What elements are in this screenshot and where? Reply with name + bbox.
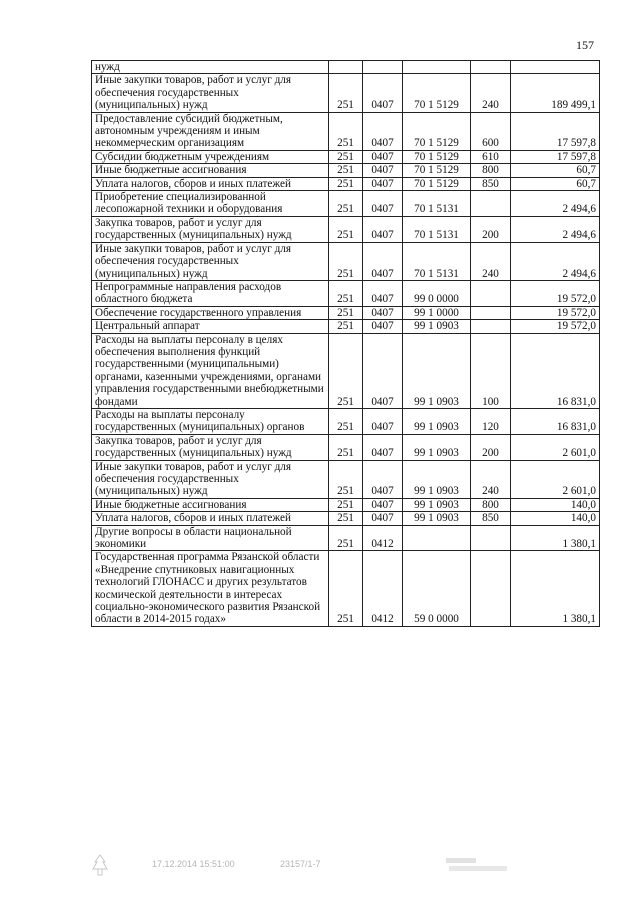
cell-admin-code — [329, 61, 363, 74]
cell-section-code: 0407 — [363, 320, 403, 333]
budget-table-body — [92, 61, 600, 627]
cell-target-code: 70 1 5129 — [403, 150, 471, 163]
cell-name: Уплата налогов, сборов и иных платежей — [92, 177, 329, 190]
cell-expense-type: 100 — [471, 333, 511, 408]
cell-expense-type: 200 — [471, 216, 511, 242]
cell-amount: 2 494,6 — [511, 216, 600, 242]
cell-amount: 17 597,8 — [511, 112, 600, 150]
cell-expense-type: 850 — [471, 512, 511, 525]
cell-admin-code: 251 — [329, 333, 363, 408]
table-row — [92, 333, 600, 408]
cell-admin-code: 251 — [329, 280, 363, 306]
cell-admin-code: 251 — [329, 460, 363, 498]
cell-amount: 19 572,0 — [511, 320, 600, 333]
cell-target-code: 99 1 0903 — [403, 512, 471, 525]
table-row — [92, 177, 600, 190]
cell-expense-type — [471, 525, 511, 551]
table-row — [92, 242, 600, 280]
table-row — [92, 512, 600, 525]
cell-target-code: 99 0 0000 — [403, 280, 471, 306]
cell-admin-code: 251 — [329, 74, 363, 112]
cell-target-code — [403, 61, 471, 74]
cell-expense-type — [471, 551, 511, 626]
cell-amount: 2 494,6 — [511, 242, 600, 280]
table-row — [92, 61, 600, 74]
cell-target-code: 99 1 0903 — [403, 498, 471, 511]
cell-section-code: 0407 — [363, 216, 403, 242]
cell-target-code: 70 1 5131 — [403, 191, 471, 217]
cell-target-code: 70 1 5129 — [403, 164, 471, 177]
cell-admin-code: 251 — [329, 551, 363, 626]
cell-section-code: 0407 — [363, 498, 403, 511]
cell-target-code: 70 1 5131 — [403, 242, 471, 280]
cell-name: Государственная программа Рязанской области «Внедрение спутниковых навигационных технологий ГЛОНАСС и других результатов космической деятельности в интересах социально-экономического развития Рязанской области в 2014-2015 годах» — [92, 551, 329, 626]
footer — [90, 853, 610, 883]
cell-amount: 189 499,1 — [511, 74, 600, 112]
cell-section-code: 0407 — [363, 164, 403, 177]
cell-target-code: 99 1 0903 — [403, 408, 471, 434]
cell-amount: 19 572,0 — [511, 280, 600, 306]
table-row — [92, 551, 600, 626]
cell-amount: 140,0 — [511, 512, 600, 525]
cell-section-code: 0407 — [363, 408, 403, 434]
cell-name: Иные закупки товаров, работ и услуг для обеспечения государственных (муниципальных) нужд — [92, 74, 329, 112]
cell-name: Иные закупки товаров, работ и услуг для обеспечения государственных (муниципальных) нужд — [92, 242, 329, 280]
cell-name: Другие вопросы в области национальной экономики — [92, 525, 329, 551]
table-row — [92, 150, 600, 163]
cell-expense-type: 120 — [471, 408, 511, 434]
cell-section-code: 0407 — [363, 177, 403, 190]
cell-name: Иные бюджетные ассигнования — [92, 498, 329, 511]
table-row — [92, 408, 600, 434]
cell-target-code: 70 1 5131 — [403, 216, 471, 242]
cell-name: Закупка товаров, работ и услуг для государственных (муниципальных) нужд — [92, 434, 329, 460]
cell-target-code: 70 1 5129 — [403, 112, 471, 150]
cell-section-code: 0407 — [363, 434, 403, 460]
cell-admin-code: 251 — [329, 512, 363, 525]
cell-admin-code: 251 — [329, 498, 363, 511]
stamp-icon — [90, 853, 110, 879]
cell-expense-type — [471, 61, 511, 74]
cell-section-code: 0407 — [363, 191, 403, 217]
watermark-icon — [445, 855, 525, 875]
cell-name: Уплата налогов, сборов и иных платежей — [92, 512, 329, 525]
budget-table — [91, 60, 600, 627]
cell-admin-code: 251 — [329, 434, 363, 460]
cell-target-code: 99 1 0903 — [403, 320, 471, 333]
cell-admin-code: 251 — [329, 216, 363, 242]
cell-target-code: 99 1 0000 — [403, 306, 471, 319]
cell-admin-code: 251 — [329, 150, 363, 163]
cell-expense-type: 610 — [471, 150, 511, 163]
cell-expense-type: 240 — [471, 242, 511, 280]
table-row — [92, 280, 600, 306]
cell-name: Расходы на выплаты персоналу государственных (муниципальных) органов — [92, 408, 329, 434]
table-row — [92, 74, 600, 112]
cell-section-code: 0412 — [363, 551, 403, 626]
cell-section-code: 0407 — [363, 460, 403, 498]
cell-expense-type: 200 — [471, 434, 511, 460]
cell-expense-type: 240 — [471, 74, 511, 112]
document-number: 23157/1-7 — [280, 859, 321, 869]
document-date: 17.12.2014 15:51:00 — [152, 859, 235, 869]
table-row — [92, 191, 600, 217]
cell-amount: 1 380,1 — [511, 525, 600, 551]
cell-name: Иные бюджетные ассигнования — [92, 164, 329, 177]
cell-amount: 17 597,8 — [511, 150, 600, 163]
cell-target-code: 70 1 5129 — [403, 177, 471, 190]
cell-section-code: 0407 — [363, 112, 403, 150]
cell-expense-type: 600 — [471, 112, 511, 150]
cell-name: Закупка товаров, работ и услуг для государственных (муниципальных) нужд — [92, 216, 329, 242]
cell-section-code: 0407 — [363, 280, 403, 306]
cell-admin-code: 251 — [329, 242, 363, 280]
table-row — [92, 216, 600, 242]
cell-section-code: 0407 — [363, 150, 403, 163]
cell-name: Предоставление субсидий бюджетным, автономным учреждениям и иным некоммерческим организациям — [92, 112, 329, 150]
table-row — [92, 112, 600, 150]
cell-admin-code: 251 — [329, 164, 363, 177]
cell-admin-code: 251 — [329, 408, 363, 434]
table-row — [92, 164, 600, 177]
cell-target-code: 59 0 0000 — [403, 551, 471, 626]
table-row — [92, 306, 600, 319]
cell-amount: 2 601,0 — [511, 434, 600, 460]
cell-target-code: 99 1 0903 — [403, 333, 471, 408]
cell-name: Непрограммные направления расходов областного бюджета — [92, 280, 329, 306]
cell-section-code — [363, 61, 403, 74]
cell-expense-type: 800 — [471, 164, 511, 177]
cell-section-code: 0407 — [363, 242, 403, 280]
cell-expense-type — [471, 280, 511, 306]
cell-admin-code: 251 — [329, 320, 363, 333]
cell-name: Иные закупки товаров, работ и услуг для обеспечения государственных (муниципальных) нужд — [92, 460, 329, 498]
cell-section-code: 0407 — [363, 512, 403, 525]
cell-name: нужд — [92, 61, 329, 74]
cell-amount: 60,7 — [511, 177, 600, 190]
page-number: 157 — [576, 38, 594, 52]
table-row — [92, 434, 600, 460]
cell-admin-code: 251 — [329, 191, 363, 217]
cell-admin-code: 251 — [329, 306, 363, 319]
cell-expense-type — [471, 320, 511, 333]
cell-name: Обеспечение государственного управления — [92, 306, 329, 319]
table-row — [92, 498, 600, 511]
cell-section-code: 0407 — [363, 74, 403, 112]
cell-admin-code: 251 — [329, 177, 363, 190]
cell-amount: 16 831,0 — [511, 408, 600, 434]
cell-name: Субсидии бюджетным учреждениям — [92, 150, 329, 163]
cell-section-code: 0407 — [363, 306, 403, 319]
cell-expense-type — [471, 191, 511, 217]
cell-amount — [511, 61, 600, 74]
cell-name: Расходы на выплаты персоналу в целях обеспечения выполнения функций государственными (муниципальными) органами, казенными учреждениями, органами управления государственными внебюджетными фондами — [92, 333, 329, 408]
cell-expense-type: 850 — [471, 177, 511, 190]
table-row — [92, 525, 600, 551]
cell-amount: 140,0 — [511, 498, 600, 511]
cell-name: Центральный аппарат — [92, 320, 329, 333]
cell-amount: 19 572,0 — [511, 306, 600, 319]
cell-section-code: 0412 — [363, 525, 403, 551]
cell-section-code: 0407 — [363, 333, 403, 408]
cell-amount: 1 380,1 — [511, 551, 600, 626]
cell-expense-type: 800 — [471, 498, 511, 511]
cell-amount: 2 494,6 — [511, 191, 600, 217]
cell-name: Приобретение специализированной лесопожарной техники и оборудования — [92, 191, 329, 217]
cell-amount: 60,7 — [511, 164, 600, 177]
cell-expense-type — [471, 306, 511, 319]
table-row — [92, 460, 600, 498]
cell-target-code: 99 1 0903 — [403, 460, 471, 498]
table-row — [92, 320, 600, 333]
cell-admin-code: 251 — [329, 112, 363, 150]
cell-target-code: 99 1 0903 — [403, 434, 471, 460]
cell-expense-type: 240 — [471, 460, 511, 498]
cell-admin-code: 251 — [329, 525, 363, 551]
cell-target-code: 70 1 5129 — [403, 74, 471, 112]
cell-amount: 16 831,0 — [511, 333, 600, 408]
cell-amount: 2 601,0 — [511, 460, 600, 498]
cell-target-code — [403, 525, 471, 551]
